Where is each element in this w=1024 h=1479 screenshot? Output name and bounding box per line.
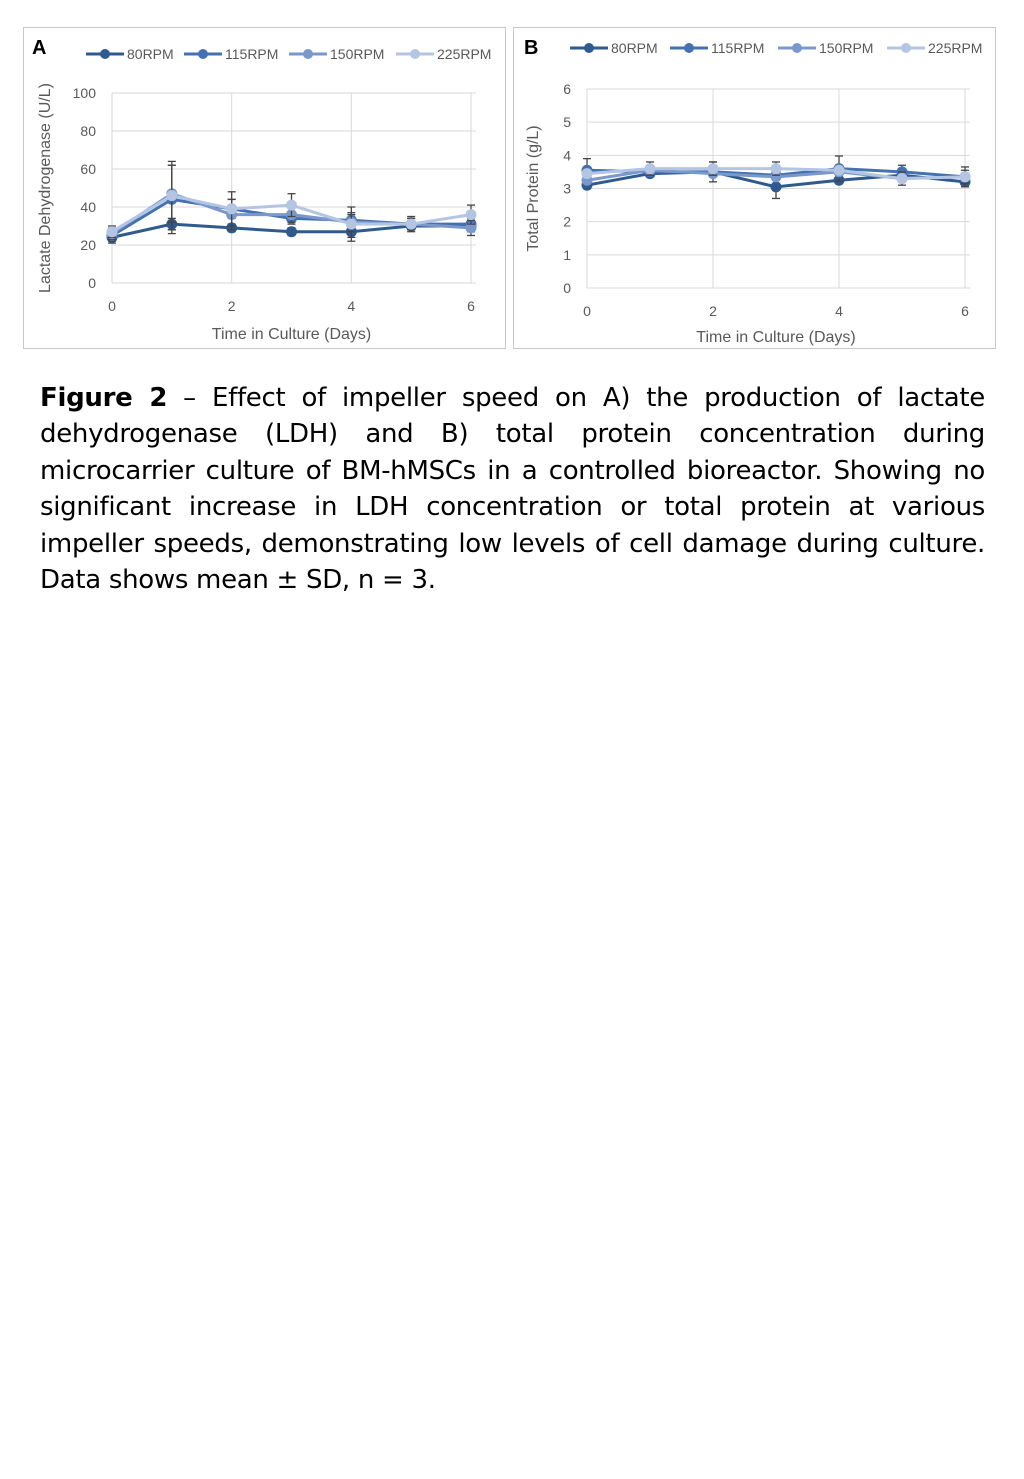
x-tick-label: 0 xyxy=(108,298,116,314)
y-axis-label: Lactate Dehydrogenase (U/L) xyxy=(37,83,54,293)
x-tick-label: 4 xyxy=(835,303,843,319)
x-tick-label: 6 xyxy=(467,298,475,314)
chart-svg xyxy=(24,28,507,350)
data-point xyxy=(107,226,118,237)
legend-marker xyxy=(198,49,208,59)
data-point xyxy=(286,200,297,211)
chart-svg xyxy=(514,28,997,350)
legend-label: 150RPM xyxy=(819,40,874,56)
caption-text: – Effect of impeller speed on A) the production of lactate dehydrogenase (LDH) and B) total protein concentration during microcarrier culture of BM-hMSCs in a controlled bioreactor. Showing no significant increase in LDH concentration or total protein at various impeller speeds, demonstrating low levels of cell damage during culture. Data shows mean ± SD, n = 3. xyxy=(40,383,985,596)
y-tick-label: 1 xyxy=(563,246,571,263)
y-tick-label: 80 xyxy=(80,123,96,139)
y-tick-label: 40 xyxy=(80,199,96,215)
y-tick-label: 5 xyxy=(563,114,571,131)
figure-caption xyxy=(40,380,985,598)
legend-marker xyxy=(584,43,594,53)
data-point xyxy=(645,163,656,174)
y-tick-label: 0 xyxy=(88,275,96,291)
y-tick-label: 100 xyxy=(72,85,96,101)
y-tick-label: 4 xyxy=(563,147,571,164)
legend-label: 225RPM xyxy=(928,40,983,56)
x-axis-label: Time in Culture (Days) xyxy=(696,329,856,346)
legend-label: 115RPM xyxy=(711,40,765,56)
panel-label: B xyxy=(524,37,539,59)
legend-marker xyxy=(792,43,802,53)
data-point xyxy=(582,168,593,179)
y-axis-label: Total Protein (g/L) xyxy=(525,125,542,252)
y-tick-label: 0 xyxy=(563,280,571,296)
legend-label: 150RPM xyxy=(330,46,385,62)
x-tick-label: 0 xyxy=(583,303,591,319)
x-tick-label: 6 xyxy=(961,303,969,319)
x-tick-label: 4 xyxy=(347,298,356,314)
legend-marker xyxy=(684,43,694,53)
y-tick-label: 60 xyxy=(80,161,96,177)
caption-label: Figure 2 xyxy=(40,383,168,413)
data-point xyxy=(897,173,908,184)
y-tick-label: 3 xyxy=(563,180,571,197)
legend-marker xyxy=(410,49,420,59)
data-point xyxy=(960,171,971,182)
chart-panel-b xyxy=(513,27,996,349)
legend-label: 80RPM xyxy=(127,46,174,62)
x-tick-label: 2 xyxy=(709,303,717,319)
legend-label: 80RPM xyxy=(611,40,658,56)
legend-label: 115RPM xyxy=(225,46,279,62)
legend-marker xyxy=(100,49,110,59)
data-point xyxy=(834,165,845,176)
panel-label: A xyxy=(32,37,47,59)
y-tick-label: 2 xyxy=(563,213,571,230)
data-point xyxy=(771,181,782,192)
data-point xyxy=(346,219,357,230)
y-tick-label: 6 xyxy=(563,81,571,97)
chart-panel-a xyxy=(23,27,506,349)
data-point xyxy=(286,226,297,237)
legend-label: 225RPM xyxy=(437,46,492,62)
y-tick-label: 20 xyxy=(80,237,96,253)
x-axis-label: Time in Culture (Days) xyxy=(211,326,372,343)
data-point xyxy=(771,163,782,174)
legend-marker xyxy=(901,43,911,53)
x-tick-label: 2 xyxy=(227,298,236,314)
data-point xyxy=(226,203,237,214)
data-point xyxy=(406,219,417,230)
data-point xyxy=(466,209,477,220)
data-point xyxy=(166,190,177,201)
legend-marker xyxy=(303,49,313,59)
data-point xyxy=(708,163,719,174)
